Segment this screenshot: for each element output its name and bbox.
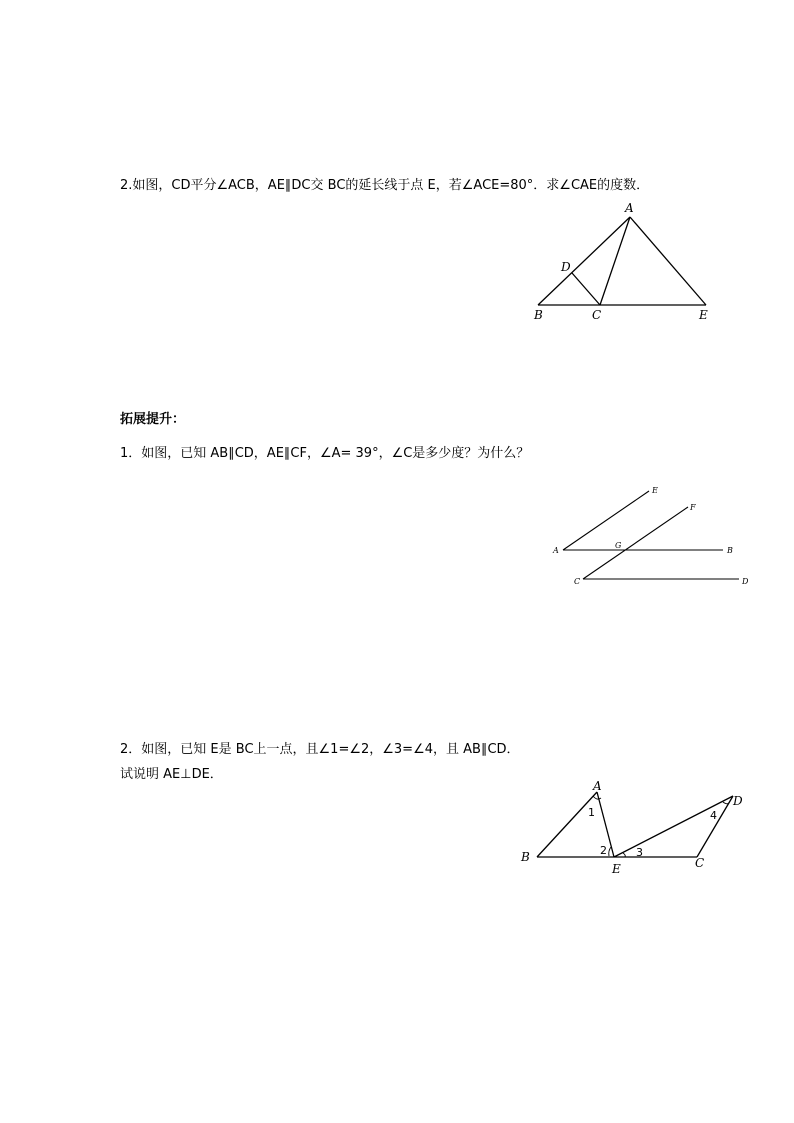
label-d: D (733, 794, 743, 808)
problem-ext-1-text: 1．如图，已知 AB∥CD，AE∥CF，∠A= 39°，∠C是多少度？为什么？ (120, 446, 530, 461)
label-e: E (612, 862, 621, 876)
segment-ae (630, 217, 706, 305)
label-a: A (625, 201, 634, 215)
label-e: E (652, 486, 658, 495)
segment-ba (538, 217, 630, 305)
angle-label-4: 4 (710, 809, 717, 822)
line-cf (583, 507, 688, 579)
line-ae (563, 491, 649, 550)
segment-ba (537, 792, 597, 857)
label-a: A (593, 779, 602, 793)
angle-label-3: 3 (636, 846, 643, 859)
figure-triangle-abe (520, 195, 740, 330)
angle-label-1: 1 (588, 806, 595, 819)
label-d: D (561, 260, 571, 274)
figure-right-angle-aed (510, 775, 760, 885)
angle-label-2: 2 (600, 844, 607, 857)
segment-dc (572, 273, 600, 305)
section-title: 拓展提升： (120, 412, 186, 427)
angle-2-arc (609, 847, 611, 856)
label-d: D (742, 577, 749, 586)
problem-2-text: 2.如图，CD平分∠ACB，AE∥DC交 BC的延长线于点 E，若∠ACE=80°．求∠CAE的度数． (120, 178, 650, 193)
problem-ext-2-line1: 2．如图，已知 E是 BC上一点，且∠1=∠2，∠3=∠4，且 AB∥CD． (120, 742, 520, 757)
angle-1-arc (593, 796, 601, 799)
problem-ext-2-line2: 试说明 AE⊥DE． (120, 767, 223, 782)
label-e: E (699, 308, 708, 322)
label-b: B (534, 308, 543, 322)
label-g: G (615, 541, 622, 550)
label-c: C (574, 577, 581, 586)
label-f: F (690, 503, 696, 512)
figure-parallel-lines (545, 480, 765, 595)
label-a: A (553, 546, 559, 555)
label-b: B (727, 546, 733, 555)
segment-ac (600, 217, 630, 305)
label-c: C (592, 308, 602, 322)
label-b: B (521, 850, 530, 864)
angle-4-arc (723, 802, 729, 804)
label-c: C (695, 856, 705, 870)
